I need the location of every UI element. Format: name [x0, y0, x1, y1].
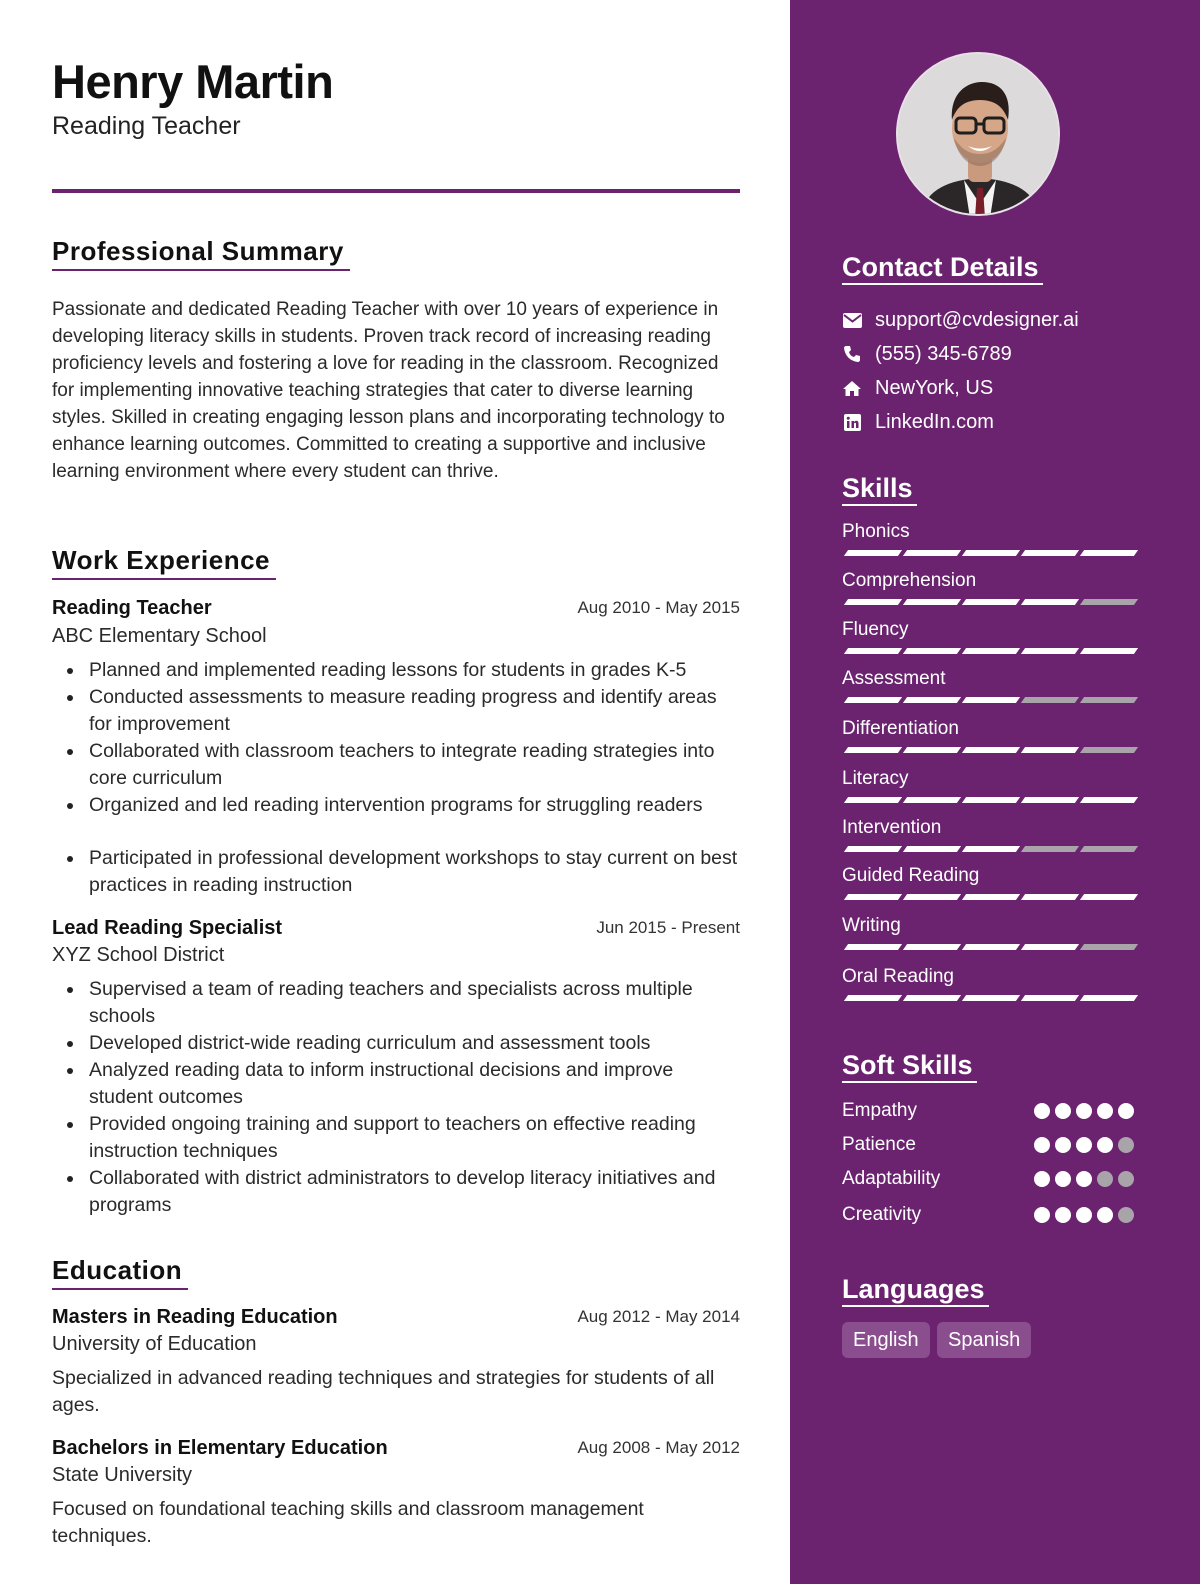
linkedin-text: LinkedIn.com — [875, 410, 994, 433]
rating-dot-filled — [1076, 1207, 1092, 1223]
language-badge: Spanish — [937, 1322, 1031, 1358]
contact-location — [842, 374, 993, 402]
skill-name: Comprehension — [842, 570, 977, 591]
degree-description: Focused on foundational teaching skills and classroom management techniques. — [52, 1498, 644, 1547]
soft-skill-name: Creativity — [842, 1204, 922, 1225]
rating-dot-empty — [1118, 1137, 1134, 1153]
skill-level-bar — [842, 894, 1134, 900]
soft-skills-heading: Soft Skills — [842, 1050, 977, 1083]
soft-skill-rating — [1034, 1103, 1134, 1119]
degree-title: Bachelors in Elementary Education — [52, 1437, 388, 1459]
rating-dot-filled — [1118, 1103, 1134, 1119]
skill-segment-filled — [1080, 797, 1138, 803]
job-bullet: Supervised a team of reading teachers and specialists across multiple schools — [52, 976, 740, 1030]
skill-segment-empty — [1080, 697, 1138, 703]
job-bullet: Collaborated with district administrators to develop literacy initiatives and programs — [52, 1165, 740, 1219]
skill-segment-filled — [844, 550, 902, 556]
linkedin-icon — [842, 412, 862, 432]
rating-dot-filled — [1034, 1207, 1050, 1223]
soft-skill-row — [842, 1204, 1134, 1228]
skill-name: Phonics — [842, 521, 910, 542]
skill-segment-filled — [962, 846, 1020, 852]
job-employer: XYZ School District — [52, 944, 225, 966]
job-bullet: Conducted assessments to measure reading progress and identify areas for improvement — [52, 684, 740, 738]
rating-dot-filled — [1076, 1137, 1092, 1153]
skill-segment-filled — [903, 697, 961, 703]
skill-segment-filled — [844, 648, 902, 654]
language-badge: English — [842, 1322, 930, 1358]
job-bullets — [52, 657, 740, 899]
skill-name: Oral Reading — [842, 966, 954, 987]
soft-skill-row — [842, 1100, 1134, 1124]
contact-linkedin[interactable] — [842, 408, 994, 436]
skill-segment-filled — [844, 944, 902, 950]
job-title: Lead Reading Specialist — [52, 917, 283, 939]
skill-level-bar — [842, 599, 1134, 605]
skill-segment-filled — [962, 697, 1020, 703]
skill-row — [842, 966, 1134, 990]
skill-row — [842, 817, 1134, 841]
rating-dot-filled — [1034, 1171, 1050, 1187]
soft-skill-rating — [1034, 1207, 1134, 1223]
skill-segment-filled — [1080, 894, 1138, 900]
skill-segment-filled — [962, 797, 1020, 803]
candidate-role: Reading Teacher — [52, 112, 241, 140]
skill-segment-empty — [1021, 697, 1079, 703]
skill-name: Assessment — [842, 668, 946, 689]
job-bullet: Developed district-wide reading curriculum and assessment tools — [52, 1030, 740, 1057]
skill-segment-filled — [962, 747, 1020, 753]
rating-dot-empty — [1118, 1171, 1134, 1187]
degree-dates: Aug 2008 - May 2012 — [577, 1438, 740, 1457]
skill-level-bar — [842, 697, 1134, 703]
skill-segment-filled — [962, 995, 1020, 1001]
skills-heading: Skills — [842, 473, 917, 506]
skill-segment-filled — [1021, 797, 1079, 803]
skill-row — [842, 668, 1134, 692]
skill-segment-filled — [903, 894, 961, 900]
rating-dot-filled — [1076, 1103, 1092, 1119]
soft-skill-rating — [1034, 1171, 1134, 1187]
skill-segment-filled — [903, 648, 961, 654]
degree-description: Specialized in advanced reading techniques and strategies for students of all ages. — [52, 1367, 715, 1416]
rating-dot-filled — [1097, 1137, 1113, 1153]
education-heading: Education — [52, 1255, 188, 1290]
skill-segment-filled — [962, 944, 1020, 950]
skill-segment-empty — [1080, 944, 1138, 950]
skill-segment-filled — [1021, 550, 1079, 556]
languages-heading: Languages — [842, 1274, 989, 1307]
soft-skill-name: Adaptability — [842, 1168, 941, 1189]
phone-text: (555) 345-6789 — [875, 342, 1012, 365]
degree-dates: Aug 2012 - May 2014 — [577, 1307, 740, 1326]
degree-title: Masters in Reading Education — [52, 1306, 338, 1328]
skill-segment-filled — [844, 995, 902, 1001]
job-bullet: Participated in professional development workshops to stay current on best practices in reading instruction — [52, 845, 740, 899]
skill-segment-filled — [962, 894, 1020, 900]
rating-dot-filled — [1055, 1137, 1071, 1153]
skill-row — [842, 718, 1134, 742]
skill-segment-filled — [903, 846, 961, 852]
home-icon — [842, 378, 862, 398]
header-divider — [52, 189, 740, 193]
skill-segment-empty — [1021, 846, 1079, 852]
skill-segment-filled — [844, 894, 902, 900]
skill-segment-filled — [1021, 648, 1079, 654]
skill-row — [842, 865, 1134, 889]
skill-segment-filled — [903, 599, 961, 605]
candidate-name: Henry Martin — [52, 55, 334, 108]
job-bullet: Analyzed reading data to inform instructional decisions and improve student outcomes — [52, 1057, 740, 1111]
contact-heading: Contact Details — [842, 252, 1043, 285]
summary-heading: Professional Summary — [52, 236, 350, 271]
skill-segment-filled — [1021, 894, 1079, 900]
skill-segment-filled — [962, 550, 1020, 556]
rating-dot-filled — [1076, 1171, 1092, 1187]
skill-level-bar — [842, 648, 1134, 654]
skill-row — [842, 521, 1134, 545]
contact-email[interactable] — [842, 306, 1079, 334]
skill-level-bar — [842, 944, 1134, 950]
job-bullet: Organized and led reading intervention programs for struggling readers — [52, 792, 740, 819]
skill-row — [842, 619, 1134, 643]
person-illustration — [898, 54, 1060, 216]
skill-segment-filled — [903, 550, 961, 556]
rating-dot-filled — [1097, 1207, 1113, 1223]
skill-row — [842, 915, 1134, 939]
skill-segment-filled — [903, 995, 961, 1001]
skill-segment-filled — [903, 797, 961, 803]
skill-name: Intervention — [842, 817, 942, 838]
skill-segment-empty — [1080, 599, 1138, 605]
soft-skill-name: Patience — [842, 1134, 916, 1155]
skill-segment-filled — [1080, 648, 1138, 654]
summary-text: Passionate and dedicated Reading Teacher with over 10 years of experience in developing literacy skills in students. Proven track record of increasing reading proficiency levels and fostering a love for reading in the classroom. Recognized for implementing innovative teaching strategies that cater to diverse learning styles. Skilled in creating engaging lesson plans and incorporating technology to enhance learning outcomes. Committed to creating a supportive and inclusive learning environment where every student can thrive. — [52, 299, 725, 482]
soft-skill-row — [842, 1134, 1134, 1158]
skill-segment-empty — [1080, 747, 1138, 753]
rating-dot-empty — [1097, 1171, 1113, 1187]
skill-segment-filled — [844, 797, 902, 803]
skill-name: Literacy — [842, 768, 909, 789]
envelope-icon — [842, 310, 862, 330]
skill-segment-filled — [844, 697, 902, 703]
email-text: support@cvdesigner.ai — [875, 308, 1079, 331]
skill-level-bar — [842, 797, 1134, 803]
skill-level-bar — [842, 846, 1134, 852]
skill-segment-filled — [903, 747, 961, 753]
skill-segment-filled — [962, 648, 1020, 654]
skill-segment-empty — [1080, 846, 1138, 852]
skill-segment-filled — [1021, 747, 1079, 753]
skill-segment-filled — [844, 599, 902, 605]
rating-dot-filled — [1034, 1137, 1050, 1153]
job-bullet: Planned and implemented reading lessons for students in grades K-5 — [52, 657, 740, 684]
job-employer: ABC Elementary School — [52, 625, 267, 647]
skill-name: Writing — [842, 915, 901, 936]
job-bullet: Collaborated with classroom teachers to integrate reading strategies into core curriculum — [52, 738, 740, 792]
phone-icon — [842, 344, 862, 364]
job-bullets — [52, 976, 740, 1219]
location-text: NewYork, US — [875, 376, 994, 399]
job-dates: Aug 2010 - May 2015 — [577, 598, 740, 617]
soft-skill-rating — [1034, 1137, 1134, 1153]
job-title: Reading Teacher — [52, 597, 212, 619]
contact-phone[interactable] — [842, 340, 1012, 368]
rating-dot-empty — [1118, 1207, 1134, 1223]
skill-name: Fluency — [842, 619, 909, 640]
skill-level-bar — [842, 550, 1134, 556]
rating-dot-filled — [1055, 1171, 1071, 1187]
skill-segment-filled — [1021, 944, 1079, 950]
rating-dot-filled — [1034, 1103, 1050, 1119]
skill-level-bar — [842, 995, 1134, 1001]
profile-photo — [896, 52, 1060, 216]
skill-segment-filled — [1080, 995, 1138, 1001]
soft-skill-name: Empathy — [842, 1100, 917, 1121]
skill-level-bar — [842, 747, 1134, 753]
skill-segment-filled — [844, 846, 902, 852]
rating-dot-filled — [1097, 1103, 1113, 1119]
skill-name: Differentiation — [842, 718, 959, 739]
sidebar — [790, 0, 1200, 1584]
skill-segment-filled — [844, 747, 902, 753]
soft-skill-row — [842, 1168, 1134, 1192]
skill-segment-filled — [1021, 599, 1079, 605]
experience-heading: Work Experience — [52, 545, 276, 580]
rating-dot-filled — [1055, 1207, 1071, 1223]
skill-name: Guided Reading — [842, 865, 980, 886]
skill-segment-filled — [1080, 550, 1138, 556]
job-bullet: Provided ongoing training and support to teachers on effective reading instruction techniques — [52, 1111, 740, 1165]
skill-segment-filled — [903, 944, 961, 950]
skill-row — [842, 768, 1134, 792]
rating-dot-filled — [1055, 1103, 1071, 1119]
school-name: University of Education — [52, 1333, 257, 1355]
skill-segment-filled — [962, 599, 1020, 605]
skill-row — [842, 570, 1134, 594]
job-dates: Jun 2015 - Present — [596, 918, 740, 937]
skill-segment-filled — [1021, 995, 1079, 1001]
school-name: State University — [52, 1464, 193, 1486]
